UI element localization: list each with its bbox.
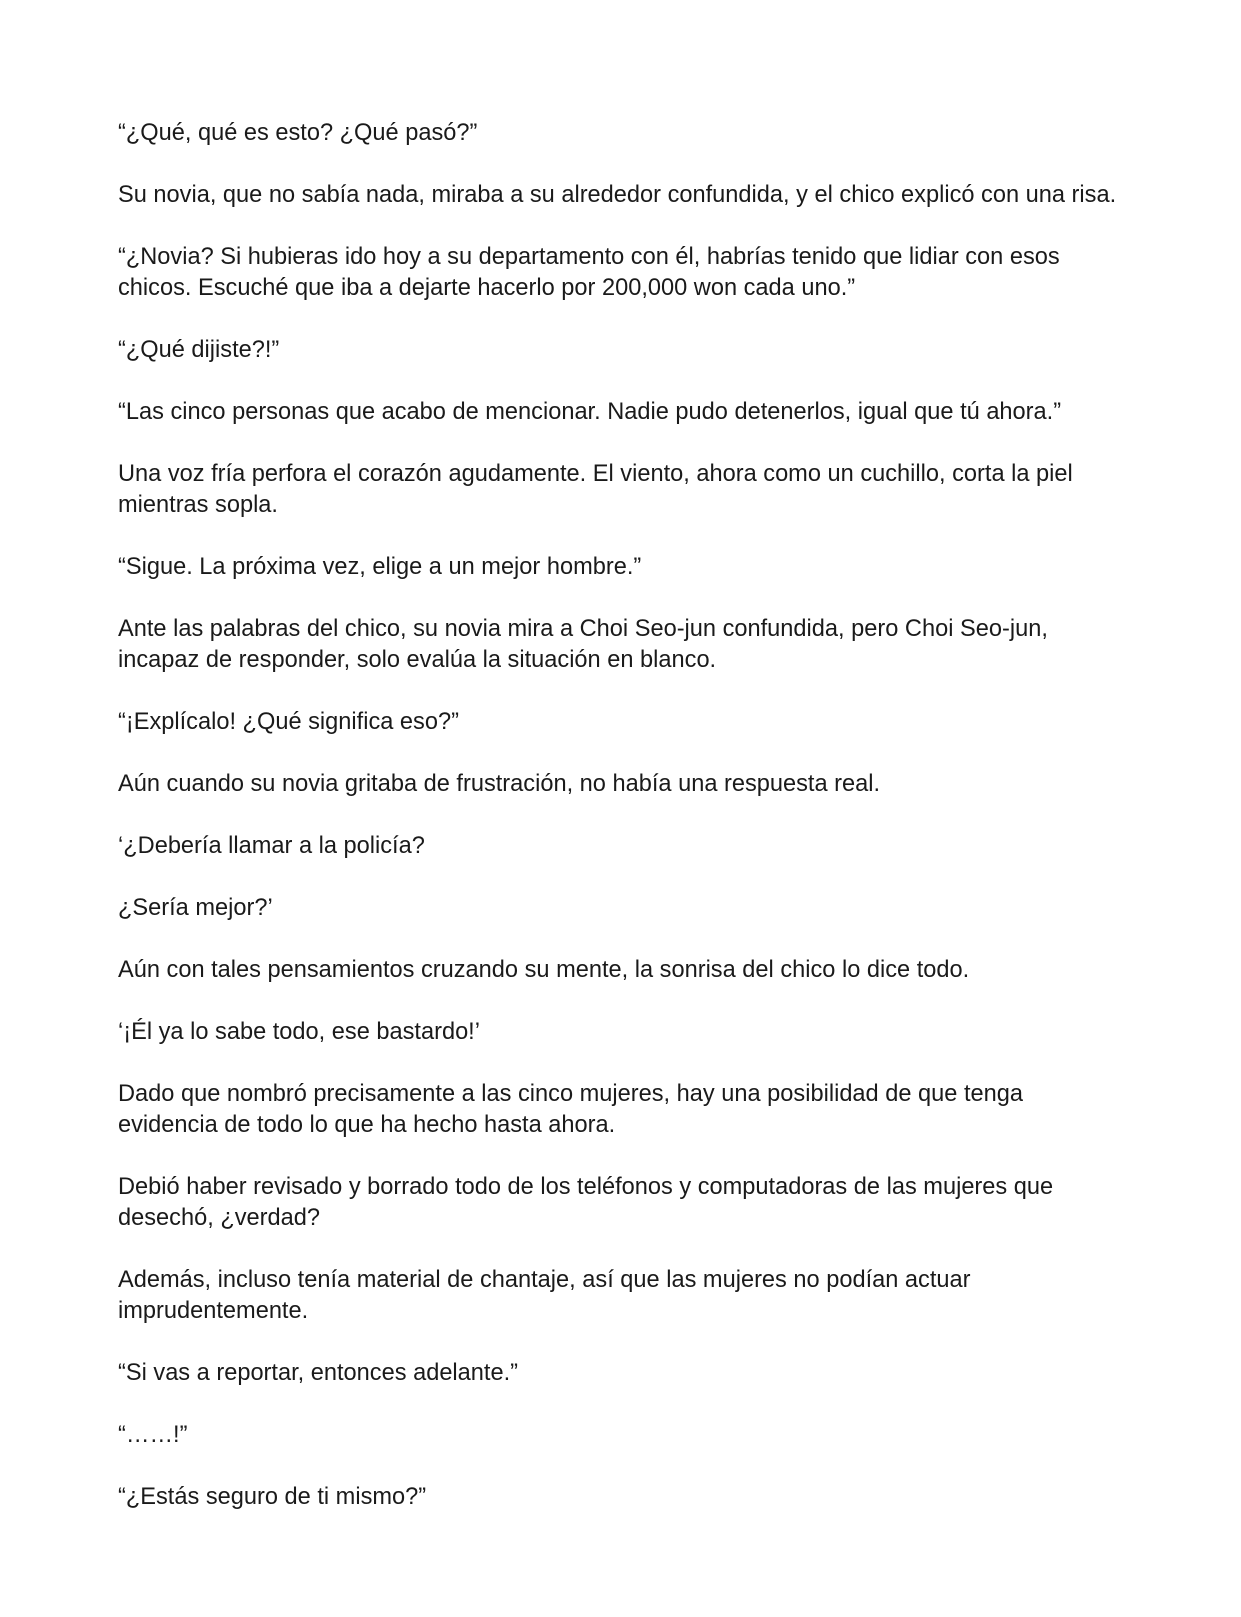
document-body [118, 118, 1128, 1544]
paragraph: “¿Estás seguro de ti mismo?” [118, 1484, 427, 1510]
paragraph: Una voz fría perfora el corazón agudamente. El viento, ahora como un cuchillo, corta la piel mientras sopla. [118, 461, 1073, 518]
paragraph: “……!” [118, 1422, 188, 1448]
paragraph: “Si vas a reportar, entonces adelante.” [118, 1360, 519, 1386]
paragraph: Aún con tales pensamientos cruzando su mente, la sonrisa del chico lo dice todo. [118, 957, 970, 983]
paragraph: “¿Qué, qué es esto? ¿Qué pasó?” [118, 120, 478, 146]
paragraph: Además, incluso tenía material de chantaje, así que las mujeres no podían actuar imprudentemente. [118, 1267, 971, 1324]
paragraph: “¡Explícalo! ¿Qué significa eso?” [118, 709, 459, 735]
paragraph: Dado que nombró precisamente a las cinco mujeres, hay una posibilidad de que tenga evidencia de todo lo que ha hecho hasta ahora. [118, 1081, 1023, 1138]
paragraph: Aún cuando su novia gritaba de frustración, no había una respuesta real. [118, 771, 881, 797]
paragraph: “¿Novia? Si hubieras ido hoy a su departamento con él, habrías tenido que lidiar con esos chicos. Escuché que iba a dejarte hacerlo por 200,000 won cada uno.” [118, 244, 1060, 301]
paragraph: ‘¿Debería llamar a la policía? [118, 833, 425, 859]
paragraph: “Las cinco personas que acabo de mencionar. Nadie pudo detenerlos, igual que tú ahora.” [118, 399, 1062, 425]
paragraph: “¿Qué dijiste?!” [118, 337, 280, 363]
paragraph: ‘¡Él ya lo sabe todo, ese bastardo!’ [118, 1019, 480, 1045]
paragraph: “Sigue. La próxima vez, elige a un mejor hombre.” [118, 554, 642, 580]
paragraph: Su novia, que no sabía nada, miraba a su alrededor confundida, y el chico explicó con una risa. [118, 182, 1117, 208]
paragraph: Ante las palabras del chico, su novia mira a Choi Seo-jun confundida, pero Choi Seo-jun, incapaz de responder, solo evalúa la situación en blanco. [118, 616, 1048, 673]
paragraph: Debió haber revisado y borrado todo de los teléfonos y computadoras de las mujeres que desechó, ¿verdad? [118, 1174, 1054, 1231]
paragraph: ¿Sería mejor?’ [118, 895, 273, 921]
